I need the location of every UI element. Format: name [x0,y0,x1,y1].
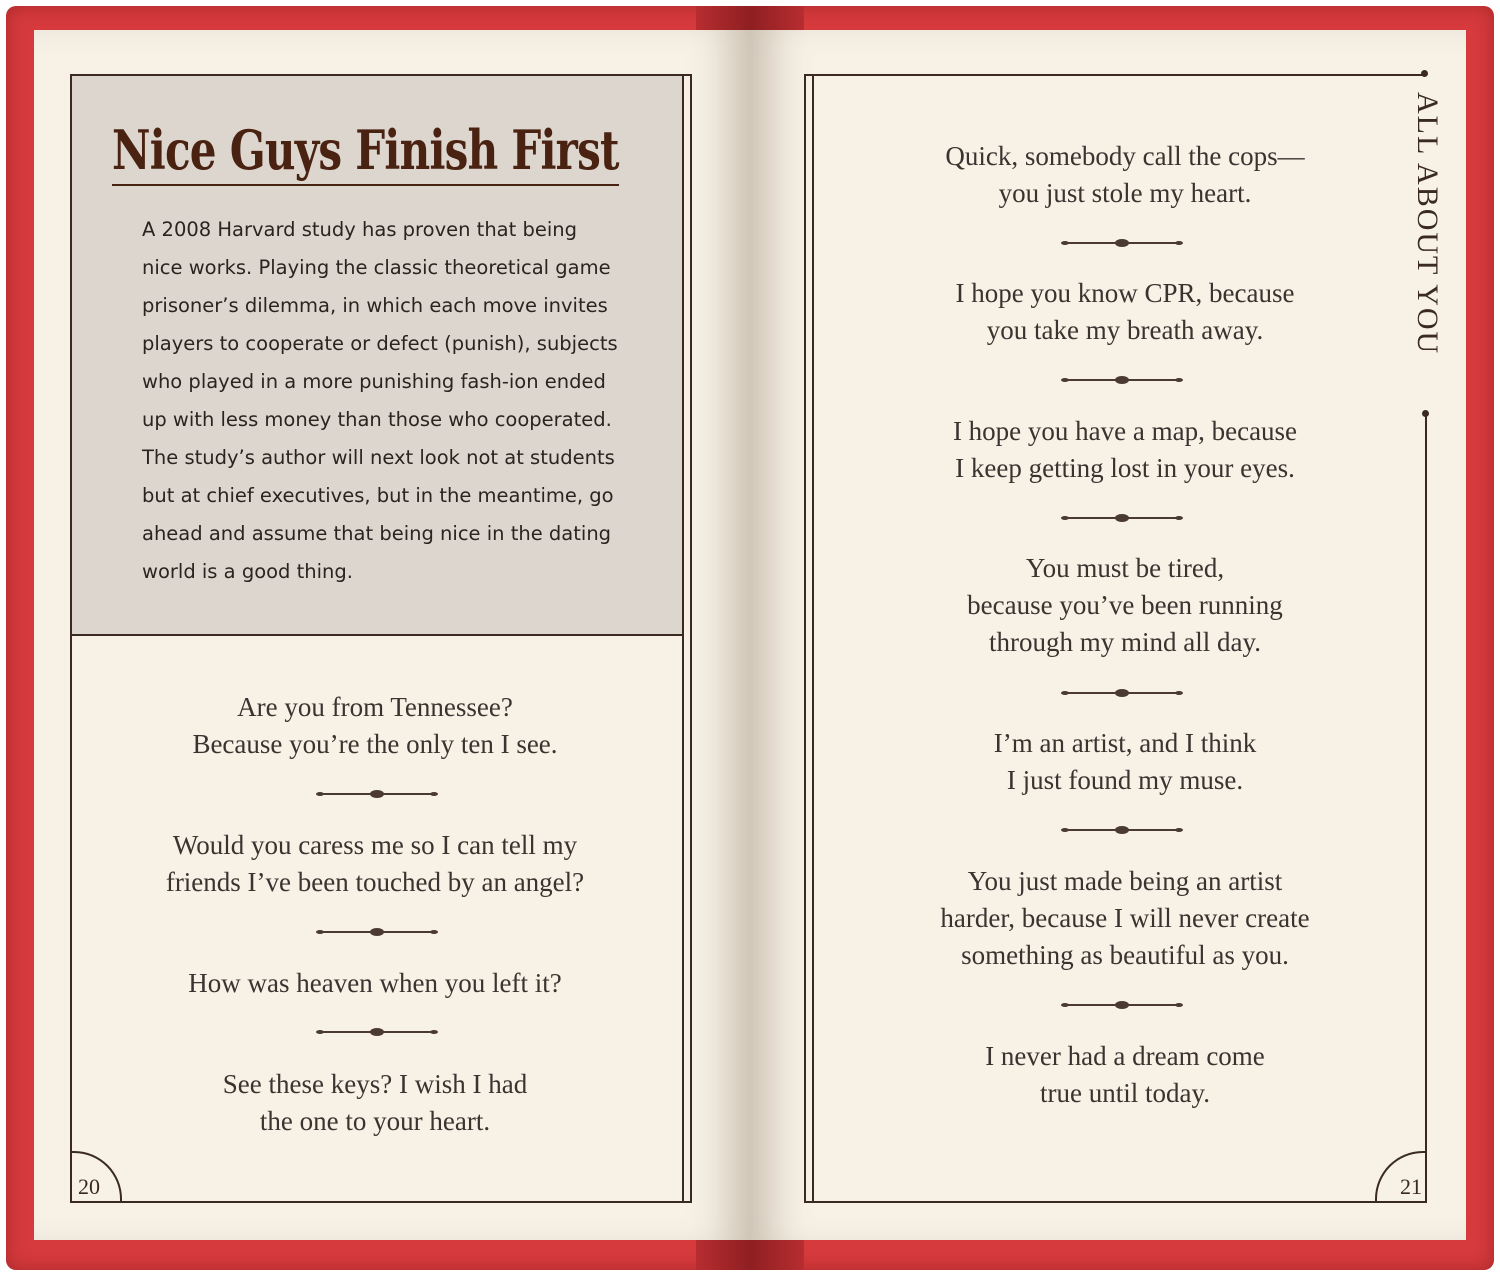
pickup-line [120,827,630,901]
sidebar-title: Nice Guys Finish First [112,118,619,186]
pickup-line [880,1038,1370,1112]
pickup-line-text: I hope you have a map, because [952,416,1298,446]
pickup-line [880,863,1370,974]
pickup-line [880,550,1370,661]
divider-ornament [318,789,436,799]
page-number: 20 [78,1174,100,1199]
pickup-line [880,275,1370,349]
pickup-line-text: harder, because I will never create [940,903,1310,933]
pickup-line-text: You just made being an artist [967,866,1283,896]
divider-ornament [1063,1000,1181,1010]
divider-ornament [318,1027,436,1037]
divider-ornament [1063,688,1181,698]
divider-ornament [1063,513,1181,523]
pickup-line-text: through my mind all day. [989,627,1261,657]
pickup-line [120,965,630,1002]
frame-dot [1422,410,1429,417]
right-page-frame-edge [1425,414,1427,1203]
pickup-line-text: Would you caress me so I can tell my [172,830,578,860]
divider-ornament [1063,825,1181,835]
pickup-line [120,689,630,763]
page-number: 21 [1400,1174,1422,1199]
pickup-line-text: I just found my muse. [1006,765,1244,795]
pickup-line-text: How was heaven when you left it? [188,968,562,998]
pickup-line [880,138,1370,212]
pickup-line-text: Quick, somebody call the cops— [945,141,1305,171]
pickup-line-text: because you’ve been running [967,590,1283,620]
pickup-line-text: I keep getting lost in your eyes. [955,453,1295,483]
section-tab-label: ALL ABOUT YOU [1411,92,1444,356]
pickup-line-text: true until today. [1040,1078,1210,1108]
sidebar-body: A 2008 Harvard study has proven that being nice works. Playing the classic theoretical game prisoner’s dilemma, in which each move invites players to cooperate or defect (punish), subjects who played in a more punishing fash-ion ended up with less money than those who cooperated. The study’s author will next look not at students but at chief executives, but in the meantime, go ahead and assume that being nice in the dating world is a good thing. [142,218,618,583]
pickup-line-text: friends I’ve been touched by an angel? [165,867,585,897]
book-spine-bottom [696,1240,804,1270]
divider-ornament [1063,375,1181,385]
frame-dot [1421,70,1428,77]
pickup-line-text: something as beautiful as you. [961,940,1289,970]
pickup-line-text: Are you from Tennessee? [237,692,513,722]
divider-ornament [318,927,436,937]
pickup-line-text: I never had a dream come [985,1041,1265,1071]
divider-ornament [1063,238,1181,248]
pickup-line-text: I’m an artist, and I think [993,728,1257,758]
pickup-line-text: the one to your heart. [259,1106,491,1136]
pickup-line-text: you just stole my heart. [998,178,1252,208]
pickup-line-text: See these keys? I wish I had [222,1069,528,1099]
pickup-line-text: you take my breath away. [986,315,1264,345]
pickup-line [880,725,1370,799]
pickup-line-text: Because you’re the only ten I see. [192,729,558,759]
pickup-line-text: I hope you know CPR, because [955,278,1295,308]
pickup-line [880,413,1370,487]
pickup-line [120,1066,630,1140]
pickup-line-text: You must be tired, [1025,553,1225,583]
